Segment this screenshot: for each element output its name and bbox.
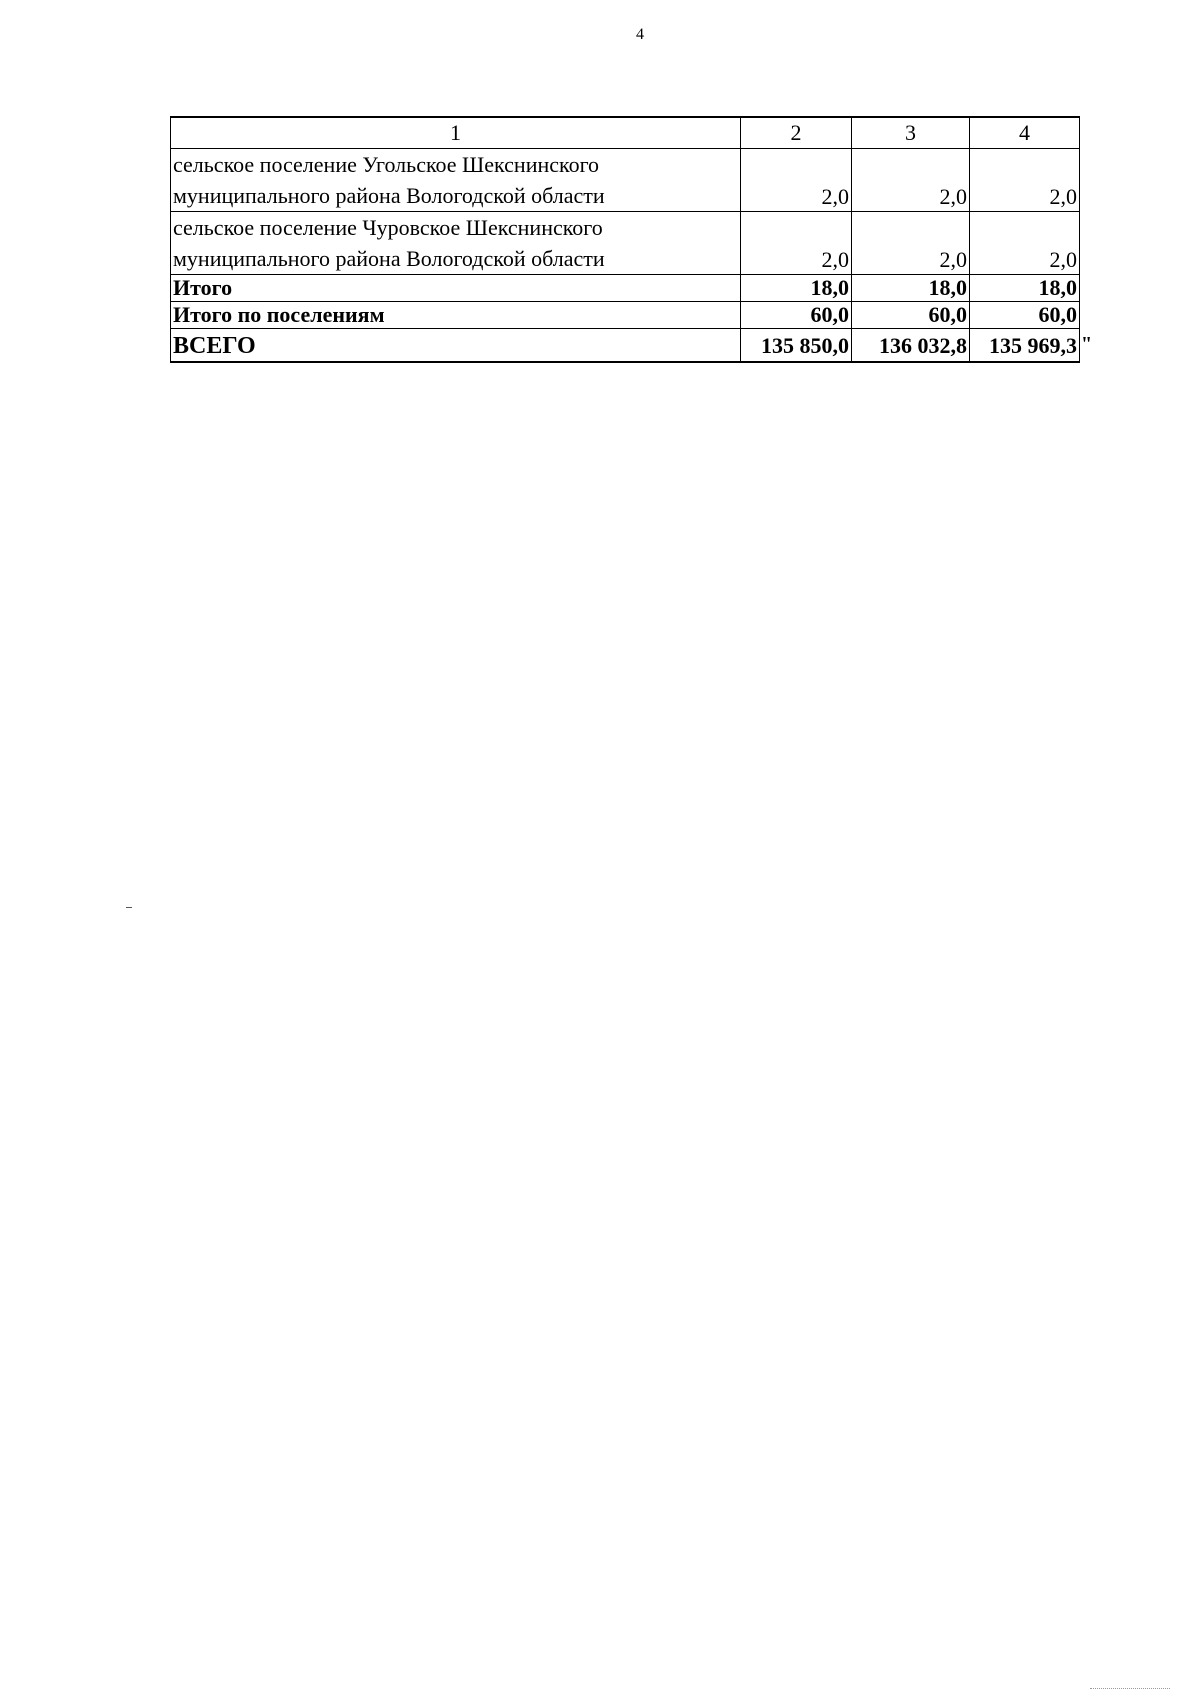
- budget-table: [170, 116, 1080, 363]
- column-header-1: 1: [171, 117, 741, 149]
- page-number: 4: [636, 26, 644, 43]
- scan-artifact: [126, 907, 132, 908]
- settlement-name: сельское поселение Чуровское Шекснинского муниципального района Вологодской области: [171, 212, 741, 275]
- grand-total-row: [171, 329, 1080, 363]
- column-header-2: 2: [741, 117, 852, 149]
- subtotal-row: [171, 275, 1080, 302]
- table-row: [171, 212, 1080, 275]
- column-header-3: 3: [852, 117, 970, 149]
- settlements-total-value: 60,0: [741, 302, 852, 329]
- settlements-total-value: 60,0: [970, 302, 1080, 329]
- settlements-total-value: 60,0: [852, 302, 970, 329]
- grand-total-value: 135 850,0: [741, 329, 852, 363]
- table-row: [171, 149, 1080, 212]
- grand-total-value: 136 032,8: [852, 329, 970, 363]
- subtotal-value: 18,0: [970, 275, 1080, 302]
- subtotal-value: 18,0: [852, 275, 970, 302]
- value-cell: 2,0: [741, 212, 852, 275]
- column-header-4: 4: [970, 117, 1080, 149]
- value-cell: 2,0: [852, 149, 970, 212]
- subtotal-value: 18,0: [741, 275, 852, 302]
- value-cell: 2,0: [852, 212, 970, 275]
- settlements-total-row: [171, 302, 1080, 329]
- closing-quote-mark: ": [1081, 333, 1093, 355]
- grand-total-label: ВСЕГО: [171, 329, 741, 363]
- grand-total-value: 135 969,3: [970, 329, 1080, 363]
- settlement-name: сельское поселение Угольское Шекснинского муниципального района Вологодской области: [171, 149, 741, 212]
- subtotal-label: Итого: [171, 275, 741, 302]
- value-cell: 2,0: [970, 149, 1080, 212]
- value-cell: 2,0: [970, 212, 1080, 275]
- scan-artifact: [1090, 1688, 1170, 1695]
- table-header-row: [171, 117, 1080, 149]
- settlements-total-label: Итого по поселениям: [171, 302, 741, 329]
- value-cell: 2,0: [741, 149, 852, 212]
